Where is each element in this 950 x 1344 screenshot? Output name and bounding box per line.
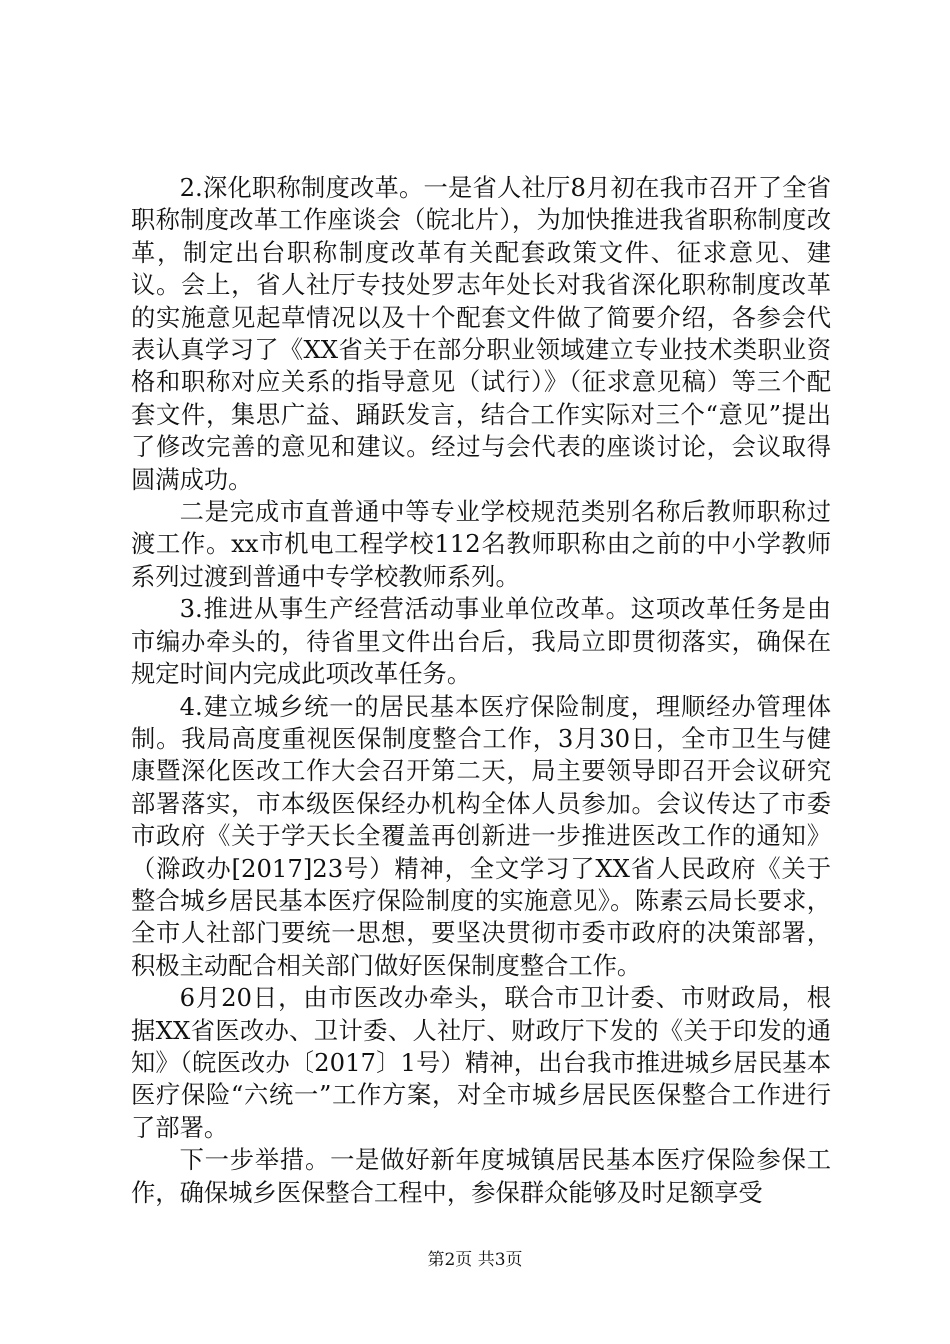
paragraph-june-20-plan: 6月20日，由市医改办牵头，联合市卫计委、市财政局，根据XX省医改办、卫计委、人社厅、财政厅下发的《关于印发的通知》（皖医改办〔2017〕1号）精神，出台我市推进城乡居民基本医疗保险“六统一”工作方案，对全市城乡居民医保整合工作进行了部署。 — [131, 983, 831, 1142]
paragraph-medical-insurance-integration: 4.建立城乡统一的居民基本医疗保险制度，理顺经办管理体制。我局高度重视医保制度整合工作，3月30日，全市卫生与健康暨深化医改工作大会召开第二天，局主要领导即召开会议研究部署落实，市本级医保经办机构全体人员参加。会议传达了市委市政府《关于学天长全覆盖再创新进一步推进医改工作的通知》（滁政办[2017]23号）精神，全文学习了XX省人民政府《关于整合城乡居民基本医疗保险制度的实施意见》。陈素云局长要求，全市人社部门要统一思想，要坚决贯彻市委市政府的决策部署，积极主动配合相关部门做好医保制度整合工作。 — [131, 691, 831, 980]
paragraph-next-steps: 下一步举措。一是做好新年度城镇居民基本医疗保险参保工作，确保城乡医保整合工程中，参保群众能够及时足额享受 — [131, 1145, 831, 1207]
paragraph-public-institution-reform: 3.推进从事生产经营活动事业单位改革。这项改革任务是由市编办牵头的，待省里文件出台后，我局立即贯彻落实，确保在规定时间内完成此项改革任务。 — [131, 594, 831, 689]
paragraph-teacher-title-transition: 二是完成市直普通中等专业学校规范类别名称后教师职称过渡工作。xx市机电工程学校112名教师职称由之前的中小学教师系列过渡到普通中专学校教师系列。 — [131, 497, 831, 591]
paragraph-professional-title-reform: 2.深化职称制度改革。一是省人社厅8月初在我市召开了全省职称制度改革工作座谈会（皖北片），为加快推进我省职称制度改革，制定出台职称制度改革有关配套政策文件、征求意见、建议。会上，省人社厅专技处罗志年处长对我省深化职称制度改革的实施意见起草情况以及十个配套文件做了简要介绍，各参会代表认真学习了《XX省关于在部分职业领域建立专业技术类职业资格和职称对应关系的指导意见（试行）》（征求意见稿）等三个配套文件，集思广益、踊跃发言，结合工作实际对三个“意见”提出了修改完善的意见和建议。经过与会代表的座谈讨论，会议取得圆满成功。 — [131, 173, 831, 494]
page-footer: 第2页 共3页 — [427, 1250, 523, 1270]
document-body — [131, 172, 831, 1209]
